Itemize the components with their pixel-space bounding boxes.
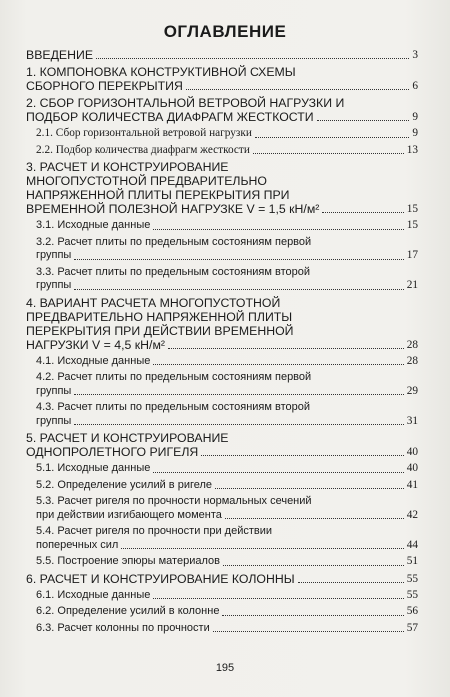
toc-entry-text: 4. ВАРИАНТ РАСЧЕТА МНОГОПУСТОТНОЙ — [26, 295, 281, 310]
toc-entry — [26, 401, 418, 428]
dot-leader — [74, 424, 403, 425]
toc-page-number: 28 — [406, 338, 418, 351]
toc-entry-text: МНОГОПУСТОТНОЙ ПРЕДВАРИТЕЛЬНО — [26, 174, 267, 188]
toc-entry — [26, 65, 418, 93]
toc-entry — [26, 495, 418, 522]
toc-entry-text: 2. СБОР ГОРИЗОНТАЛЬНОЙ ВЕТРОВОЙ НАГРУЗКИ И — [26, 96, 345, 110]
toc-entry — [26, 266, 418, 293]
toc-page-number: 56 — [406, 605, 418, 617]
dot-leader — [222, 615, 403, 616]
toc-page-number: 9 — [412, 127, 418, 139]
toc-entry-text: поперечных сил — [36, 538, 119, 551]
toc-entry — [26, 555, 418, 569]
toc-entry-text: группы — [36, 279, 72, 291]
toc-entry-text: 3.1. Исходные данные — [36, 219, 151, 231]
dot-leader — [201, 455, 403, 456]
toc-entry-text: 4.3. Расчет плиты по предельным состояниям второй — [36, 401, 311, 413]
toc-page-number: 15 — [406, 203, 418, 215]
dot-leader — [153, 598, 403, 599]
toc-entry — [26, 431, 418, 459]
toc-entry-text: 1. КОМПОНОВКА КОНСТРУКТИВНОЙ СХЕМЫ — [26, 65, 296, 79]
dot-leader — [186, 89, 409, 90]
dot-leader — [121, 548, 403, 549]
toc-entry-text: 6.3. Расчет колонны по прочности — [36, 621, 210, 634]
dot-leader — [317, 120, 410, 121]
toc-page-number: 40 — [406, 446, 418, 458]
dot-leader — [168, 348, 404, 349]
toc-entry — [26, 371, 418, 398]
toc-entry-text: ПОДБОР КОЛИЧЕСТВА ДИАФРАГМ ЖЕСТКОСТИ — [26, 110, 314, 124]
toc-entry-text: 6.1. Исходные данные — [36, 588, 151, 601]
dot-leader — [213, 631, 404, 632]
toc-page-number: 55 — [406, 588, 418, 601]
toc-entry-text: НАГРУЗКИ V = 4,5 кН/м² — [26, 337, 166, 352]
toc-page-number: 9 — [412, 111, 418, 123]
toc-entry-text: 2.1. Сбор горизонтальной ветровой нагрузки — [36, 127, 252, 139]
toc-entry-text: при действии изгибающего момента — [36, 508, 222, 521]
toc-page-number: 29 — [406, 384, 418, 397]
toc-entry-text: ВВЕДЕНИЕ — [26, 48, 94, 62]
toc-page-number: 13 — [406, 143, 418, 156]
toc-entry-text: ВРЕМЕННОЙ ПОЛЕЗНОЙ НАГРУЗКЕ V = 1,5 кН/м² — [26, 202, 320, 216]
toc-entry-text: 5. РАСЧЕТ И КОНСТРУИРОВАНИЕ — [26, 431, 229, 445]
toc-entry — [26, 236, 418, 263]
dot-leader — [153, 364, 403, 365]
page-number: 195 — [215, 662, 235, 674]
toc-entry-text: НАПРЯЖЕННОЙ ПЛИТЫ ПЕРЕКРЫТИЯ ПРИ — [26, 188, 290, 202]
toc-entry-text: ПЕРЕКРЫТИЯ ПРИ ДЕЙСТВИИ ВРЕМЕННОЙ — [26, 323, 294, 338]
toc-page-number: 51 — [406, 555, 418, 567]
toc-entry-text: группы — [36, 384, 72, 397]
page-title: ОГЛАВЛЕНИЕ — [163, 22, 287, 41]
toc-entry-text: 6.2. Определение усилий в колонне — [36, 605, 220, 617]
toc-entry — [26, 144, 418, 158]
toc-entry-text: 5.2. Определение усилий в ригеле — [36, 478, 213, 491]
toc-page-number: 21 — [406, 279, 418, 291]
toc-page-number: 40 — [406, 462, 418, 474]
toc-entry-text: 3. РАСЧЕТ И КОНСТРУИРОВАНИЕ — [26, 160, 229, 174]
toc-entry-text: 2.2. Подбор количества диафрагм жесткости — [36, 143, 250, 156]
dot-leader — [153, 229, 403, 230]
toc-entry-text: ОДНОПРОЛЕТНОГО РИГЕЛЯ — [26, 445, 199, 459]
toc-entry — [26, 605, 418, 619]
toc-entry-text: 4.2. Расчет плиты по предельным состояниям первой — [36, 371, 312, 383]
toc-entry-text: 3.3. Расчет плиты по предельным состояниям второй — [36, 265, 311, 278]
toc-entry — [26, 48, 418, 62]
dot-leader — [74, 394, 403, 395]
dot-leader — [225, 518, 404, 519]
toc-entry-text: группы — [36, 249, 72, 261]
dot-leader — [74, 289, 403, 290]
toc-entry-text: группы — [36, 414, 72, 427]
toc-page-number: 55 — [406, 572, 418, 585]
toc-entry — [26, 96, 418, 124]
toc-page-number: 3 — [412, 49, 418, 61]
dot-leader — [298, 582, 404, 583]
toc-entry — [26, 127, 418, 141]
toc-entry — [26, 479, 418, 493]
toc-entry-text: 5.5. Построение эпюры материалов — [36, 555, 220, 567]
toc-page-number: 17 — [406, 249, 418, 261]
toc-entry-text: 6. РАСЧЕТ И КОНСТРУИРОВАНИЕ КОЛОННЫ — [26, 571, 295, 586]
toc-page-number: 41 — [406, 478, 418, 491]
toc-entry — [26, 296, 418, 352]
dot-leader — [215, 488, 404, 489]
toc-entry-text: 3.2. Расчет плиты по предельным состояниям первой — [36, 235, 312, 248]
toc-page-number: 6 — [412, 80, 418, 92]
dot-leader — [322, 212, 403, 213]
toc-entry — [26, 622, 418, 636]
dot-leader — [255, 137, 409, 138]
toc-page-number: 28 — [406, 354, 418, 367]
dot-leader — [223, 565, 404, 566]
toc-entry — [26, 355, 418, 369]
toc-page-number: 44 — [406, 538, 418, 551]
toc-entry-text: 5.3. Расчет ригеля по прочности нормальных сечений — [36, 495, 312, 507]
dot-leader — [74, 259, 403, 260]
toc-entry-text: 5.1. Исходные данные — [36, 462, 151, 474]
table-of-contents — [26, 48, 418, 638]
toc-entry — [26, 219, 418, 233]
toc-page-number: 31 — [406, 414, 418, 427]
toc-entry-text: СБОРНОГО ПЕРЕКРЫТИЯ — [26, 79, 183, 93]
toc-entry — [26, 462, 418, 476]
dot-leader — [153, 472, 403, 473]
toc-page-number: 15 — [406, 219, 418, 231]
toc-page-number: 42 — [406, 508, 418, 521]
toc-page-number: 57 — [406, 621, 418, 634]
toc-entry — [26, 525, 418, 552]
dot-leader — [253, 153, 404, 154]
toc-entry — [26, 160, 418, 216]
toc-entry-text: ПРЕДВАРИТЕЛЬНО НАПРЯЖЕННОЙ ПЛИТЫ — [26, 309, 293, 324]
dot-leader — [96, 58, 409, 59]
toc-entry-text: 5.4. Расчет ригеля по прочности при действии — [36, 525, 273, 537]
toc-entry — [26, 589, 418, 603]
toc-entry — [26, 572, 418, 586]
toc-entry-text: 4.1. Исходные данные — [36, 354, 151, 367]
